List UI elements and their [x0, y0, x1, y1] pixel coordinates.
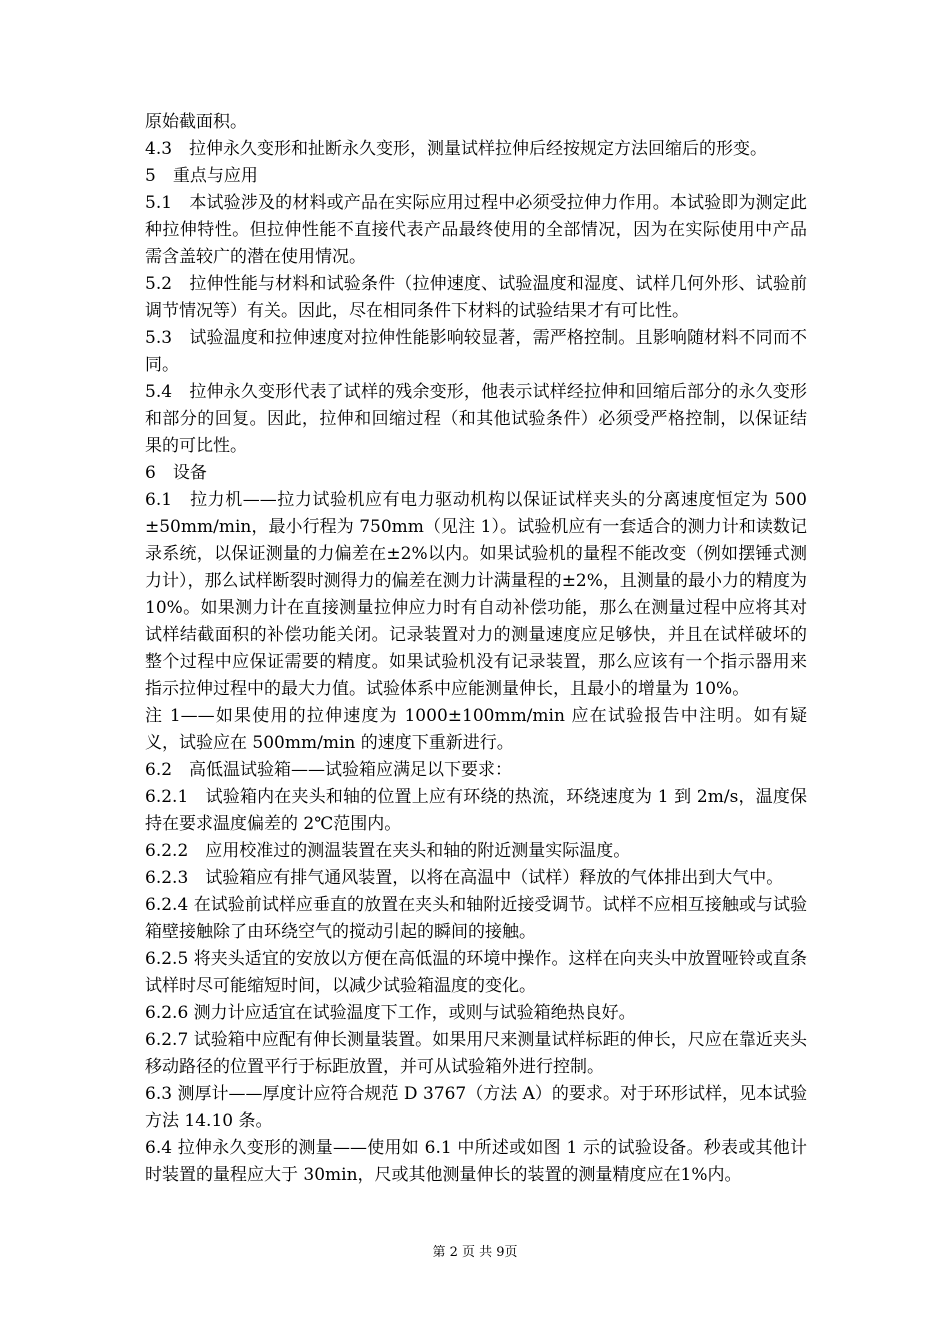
paragraph-6-2-6: 6.2.6 测力计应适宜在试验温度下工作，或则与试验箱绝热良好。 [145, 1003, 636, 1023]
page-number: 第 2 页 共 9页 [432, 1245, 518, 1260]
paragraph-6-2-2: 6.2.2 应用校准过的测温装置在夹头和轴的附近测量实际温度。 [145, 841, 631, 861]
paragraph-6-4: 6.4 拉伸永久变形的测量——使用如 6.1 中所述或如图 1 示的试验设备。秒表或其他计时装置的量程应大于 30min，尺或其他测量伸长的装置的测量精度应在1%内。 [145, 1138, 807, 1185]
paragraph-original-area: 原始截面积。 [145, 112, 247, 132]
paragraph-5-4: 5.4 拉伸永久变形代表了试样的残余变形，他表示试样经拉伸和回缩后部分的永久变形和部分的回复。因此，拉伸和回缩过程（和其他试验条件）必须受严格控制，以保证结果的可比性。 [145, 382, 807, 456]
document-body [145, 109, 807, 1189]
paragraph-6-2-4: 6.2.4 在试验前试样应垂直的放置在夹头和轴附近接受调节。试样不应相互接触或与试验箱壁接触除了由环绕空气的搅动引起的瞬间的接触。 [145, 895, 807, 942]
paragraph-5-2: 5.2 拉伸性能与材料和试验条件（拉伸速度、试验温度和湿度、试样几何外形、试验前调节情况等）有关。因此，尽在相同条件下材料的试验结果才有可比性。 [145, 274, 807, 321]
paragraph-4-3: 4.3 拉伸永久变形和扯断永久变形，测量试样拉伸后经按规定方法回缩后的形变。 [145, 139, 768, 159]
paragraph-6-2-3: 6.2.3 试验箱应有排气通风装置，以将在高温中（试样）释放的气体排出到大气中。 [145, 868, 784, 888]
paragraph-6-2: 6.2 高低温试验箱——试验箱应满足以下要求： [145, 760, 513, 780]
paragraph-6-2-7: 6.2.7 试验箱中应配有伸长测量装置。如果用尺来测量试样标距的伸长，尺应在靠近夹头移动路径的位置平行于标距放置，并可从试验箱外进行控制。 [145, 1030, 807, 1077]
paragraph-6-1: 6.1 拉力机——拉力试验机应有电力驱动机构以保证试样夹头的分离速度恒定为 500±50mm/min，最小行程为 750mm（见注 1）。试验机应有一套适合的测力计和读数记录系统，以保证测量的力偏差在±2%以内。如果试验机的量程不能改变（例如摆锤式测力计），那么试样断裂时测得力的偏差在测力计满量程的±2%，且测量的最小力的精度为 10%。如果测力计在直接测量拉伸应力时有自动补偿功能，那么在测量过程中应将其对试样结截面积的补偿功能关闭。记录装置对力的测量速度应足够快，并且在试样破坏的整个过程中应保证需要的精度。如果试验机没有记录装置，那么应该有一个指示器用来指示拉伸过程中的最大力值。试验体系中应能测量伸长，且最小的增量为 10%。 [145, 490, 807, 699]
paragraph-5-3: 5.3 试验温度和拉伸速度对拉伸性能影响较显著，需严格控制。且影响随材料不同而不同。 [145, 328, 807, 375]
page-footer [0, 1244, 950, 1262]
paragraph-6-2-5: 6.2.5 将夹头适宜的安放以方便在高低温的环境中操作。这样在向夹头中放置哑铃或直条试样时尽可能缩短时间，以减少试验箱温度的变化。 [145, 949, 807, 996]
heading-5: 5 重点与应用 [145, 166, 258, 186]
heading-6: 6 设备 [145, 463, 207, 483]
paragraph-6-3: 6.3 测厚计——厚度计应符合规范 D 3767（方法 A）的要求。对于环形试样，见本试验方法 14.10 条。 [145, 1084, 807, 1131]
paragraph-6-2-1: 6.2.1 试验箱内在夹头和轴的位置上应有环绕的热流，环绕速度为 1 到 2m/s，温度保持在要求温度偏差的 2℃范围内。 [145, 787, 807, 834]
note-1: 注 1——如果使用的拉伸速度为 1000±100mm/min 应在试验报告中注明。如有疑义，试验应在 500mm/min 的速度下重新进行。 [145, 706, 807, 753]
paragraph-5-1: 5.1 本试验涉及的材料或产品在实际应用过程中必须受拉伸力作用。本试验即为测定此种拉伸特性。但拉伸性能不直接代表产品最终使用的全部情况，因为在实际使用中产品需含盖较广的潜在使用情况。 [145, 193, 807, 267]
